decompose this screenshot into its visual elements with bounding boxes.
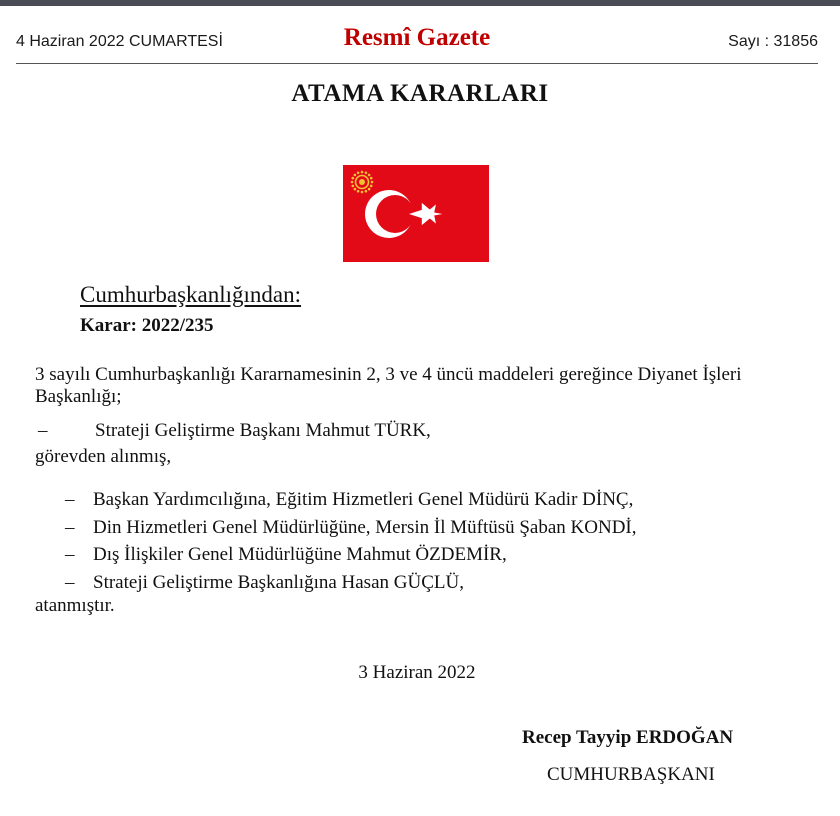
gazette-name: Resmî Gazete [343,24,491,51]
dash-marker: – [38,420,48,441]
appointment-text: Strateji Geliştirme Başkanlığına Hasan GÜÇLÜ, [93,571,464,593]
dash-marker: – [65,571,75,593]
dismissal-tail: görevden alınmış, [35,446,172,467]
dash-marker: – [65,489,75,510]
document-title: ATAMA KARARLARI [291,80,549,107]
list-item [35,569,810,597]
appointment-tail: atanmıştır. [35,595,115,616]
gazette-header [16,22,818,60]
intro-paragraph: 3 sayılı Cumhurbaşkanlığı Kararnamesinin 2, 3 ve 4 üncü maddeleri gereğince Diyanet İşleri Başkanlığı; [35,364,742,407]
dismissal-text: Strateji Geliştirme Başkanı Mahmut TÜRK, [95,420,431,441]
appointment-text: Din Hizmetleri Genel Müdürlüğüne, Mersin İl Müftüsü Şaban KONDİ, [93,516,637,538]
signer-name: Recep Tayyip ERDOĞAN [522,727,734,748]
dash-marker: – [65,544,75,565]
issuing-institution: Cumhurbaşkanlığından: [80,282,302,307]
list-item [35,514,810,542]
turkish-flag-icon [343,165,489,262]
decree-number: Karar: 2022/235 [80,315,214,336]
signature-date: 3 Haziran 2022 [358,662,476,683]
appointment-text: Başkan Yardımcılığına, Eğitim Hizmetleri Genel Müdürü Kadir DİNÇ, [93,489,634,510]
appointment-text: Dış İlişkiler Genel Müdürlüğüne Mahmut ÖZDEMİR, [93,544,507,565]
signer-title: CUMHURBAŞKANI [547,764,715,785]
header-divider [16,63,818,64]
issue-number: Sayı : 31856 [728,33,818,50]
dismissal-item [35,420,810,442]
issue-date: 4 Haziran 2022 CUMARTESİ [16,33,223,50]
dash-marker: – [65,516,75,538]
appointment-list [35,486,810,596]
list-item [35,541,810,569]
list-item [35,486,810,514]
top-bar [0,0,840,6]
